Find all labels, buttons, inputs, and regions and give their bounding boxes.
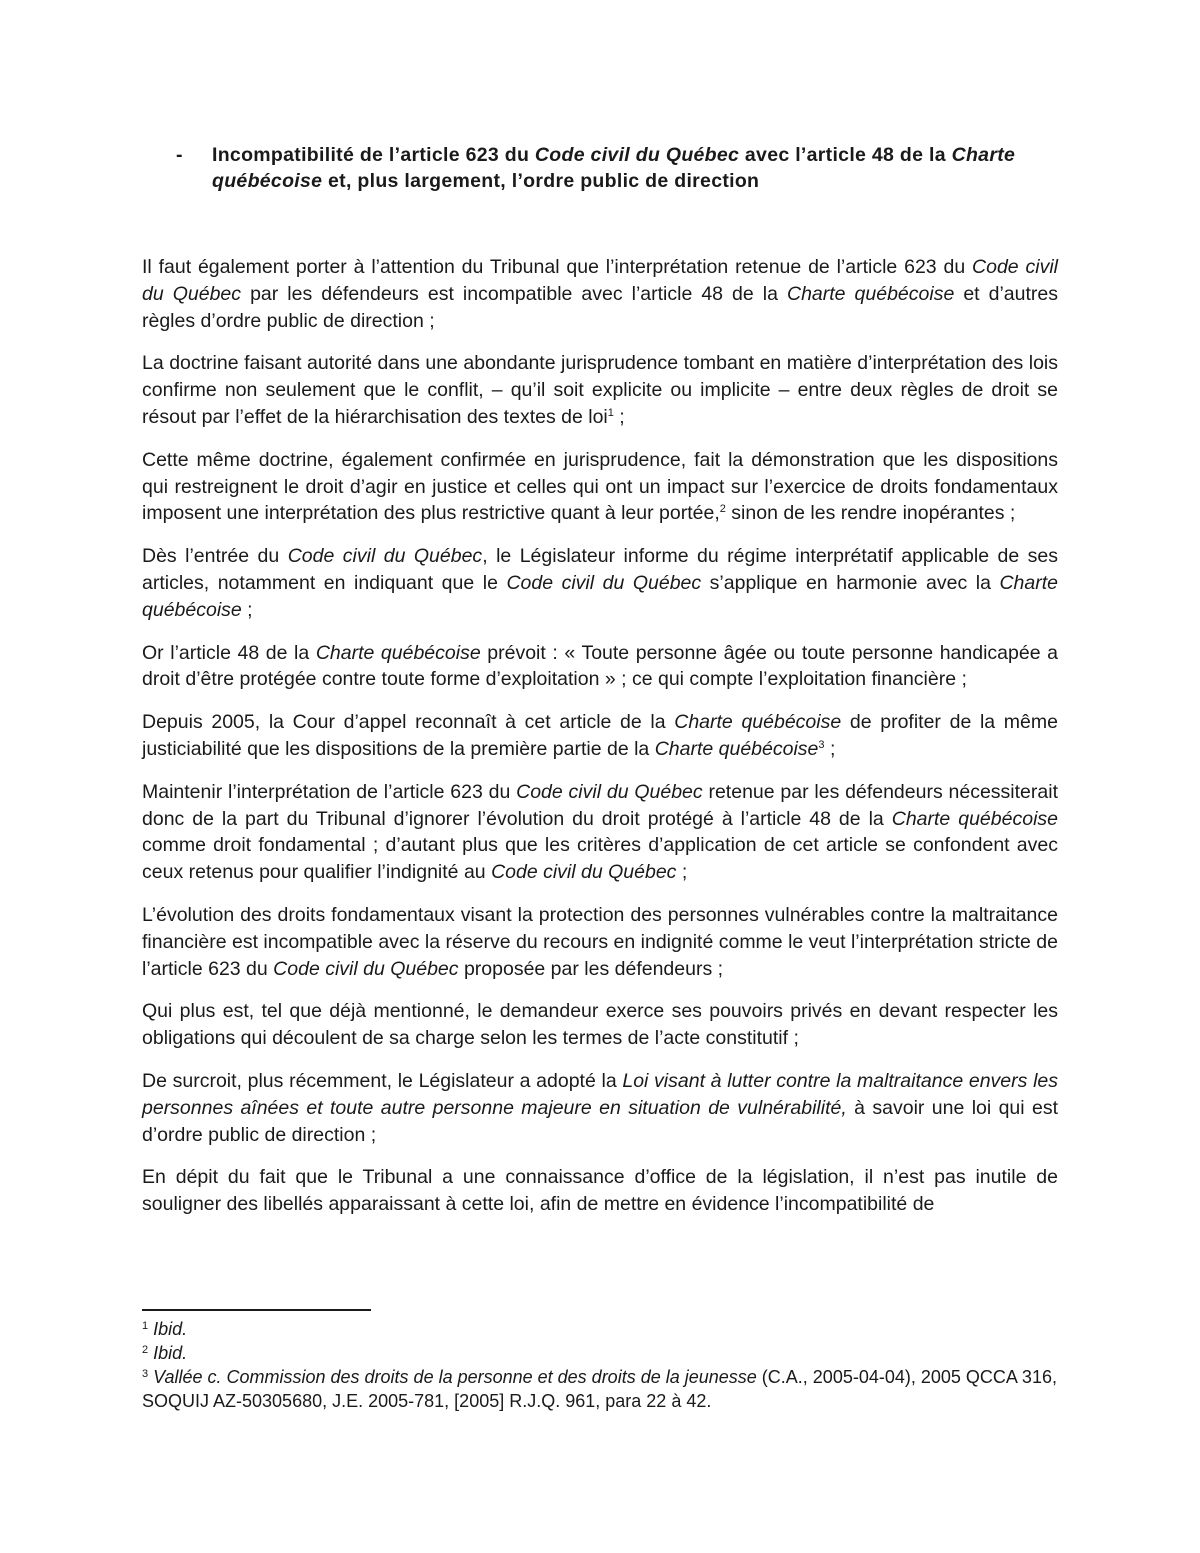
paragraph-11: En dépit du fait que le Tribunal a une connaissance d’office de la législation, il n’est pas inutile de souligner des libellés apparaissant à cette loi, afin de mettre en évidence l’incompatibilité de (142, 1166, 1058, 1216)
heading-charte-title: Charte québécoise (212, 144, 1016, 192)
footnote-ref-3[interactable]: 3 (818, 738, 825, 751)
paragraph-1: Il faut également porter à l’attention du Tribunal que l’interprétation retenue de l’article 623 du Code civil du Québec par les défendeurs est incompatible avec l’article 48 de la Charte québécoise et d’autres règles d’ordre public de direction ; (142, 256, 1058, 332)
footnote-separator (142, 1309, 371, 1311)
heading-bullet-dash: - (176, 144, 183, 166)
footnote-ref-2[interactable]: 2 (719, 503, 726, 516)
heading-text: Incompatibilité de l’article 623 du Code civil du Québec avec l’article 48 de la Charte québécoise et, plus largement, l’ordre public de direction (212, 144, 1016, 192)
paragraph-7: Maintenir l’interprétation de l’article 623 du Code civil du Québec retenue par les défendeurs nécessiterait donc de la part du Tribunal d’ignorer l’évolution du droit protégé à l’article 48 de la Charte québécoise comme droit fondamental ; d’autant plus que les critères d’application de cet article se confondent avec ceux retenus pour qualifier l’indignité au Code civil du Québec ; (142, 780, 1058, 884)
footnote-2: $^2$ Ibid. (142, 1343, 188, 1363)
paragraph-5: Or l’article 48 de la Charte québécoise prévoit : « Toute personne âgée ou toute personne handicapée a droit d’être protégée contre toute forme d’exploitation » ; ce qui compte l’exploitation financière ; (142, 641, 1058, 691)
paragraph-10: De surcroit, plus récemment, le Législateur a adopté la Loi visant à lutter contre la maltraitance envers les personnes aînées et toute autre personne majeure en situation de vulnérabilité, à savoir une loi qui est d’ordre public de direction ; (142, 1069, 1058, 1146)
paragraph-9: Qui plus est, tel que déjà mentionné, le demandeur exerce ses pouvoirs privés en devant respecter les obligations qui découlent de sa charge selon les termes de l’acte constitutif ; (142, 1000, 1058, 1050)
footnotes (142, 1317, 1058, 1413)
paragraph-2: La doctrine faisant autorité dans une abondante jurisprudence tombant en matière d’interprétation des lois confirme non seulement que le conflit, – qu’il soit explicite ou implicite – entre deux règles de droit se résout par l’effet de la hiérarchisation des textes de loi$^1$ ; (142, 352, 1058, 428)
footnote-3: $^3$ Vallée c. Commission des droits de la personne et des droits de la jeunesse (C.A., 2005-04-04), 2005 QCCA 316, SOQUIJ AZ-50305680, J.E. 2005-781, [2005] R.J.Q. 961, para 22 à 42. (142, 1367, 1057, 1411)
document-body (142, 254, 1058, 1234)
paragraph-8: L’évolution des droits fondamentaux visant la protection des personnes vulnérables contre la maltraitance financière est incompatible avec la réserve du recours en indignité comme le veut l’interprétation stricte de l’article 623 du Code civil du Québec proposée par les défendeurs ; (142, 903, 1058, 980)
footnote-1: $^1$ Ibid. (142, 1319, 188, 1339)
paragraph-6: Depuis 2005, la Cour d’appel reconnaît à cet article de la Charte québécoise de profiter de la même justiciabilité que les dispositions de la première partie de la Charte québécoise$^3$ ; (142, 711, 1058, 760)
heading-code-civil-title: Code civil du Québec (534, 144, 740, 166)
paragraph-3: Cette même doctrine, également confirmée en jurisprudence, fait la démonstration que les dispositions qui restreignent le droit d’agir en justice et celles qui ont un impact sur l’exercice de droits fondamentaux imposent une interprétation des plus restrictive quant à leur portée,$^2$ sinon de les rendre inopérantes ; (142, 448, 1058, 525)
paragraph-4: Dès l’entrée du Code civil du Québec, le Législateur informe du régime interprétatif applicable de ses articles, notamment en indiquant que le Code civil du Québec s’applique en harmonie avec la Charte québécoise ; (142, 545, 1059, 621)
footnote-ref-1[interactable]: 1 (607, 406, 614, 419)
